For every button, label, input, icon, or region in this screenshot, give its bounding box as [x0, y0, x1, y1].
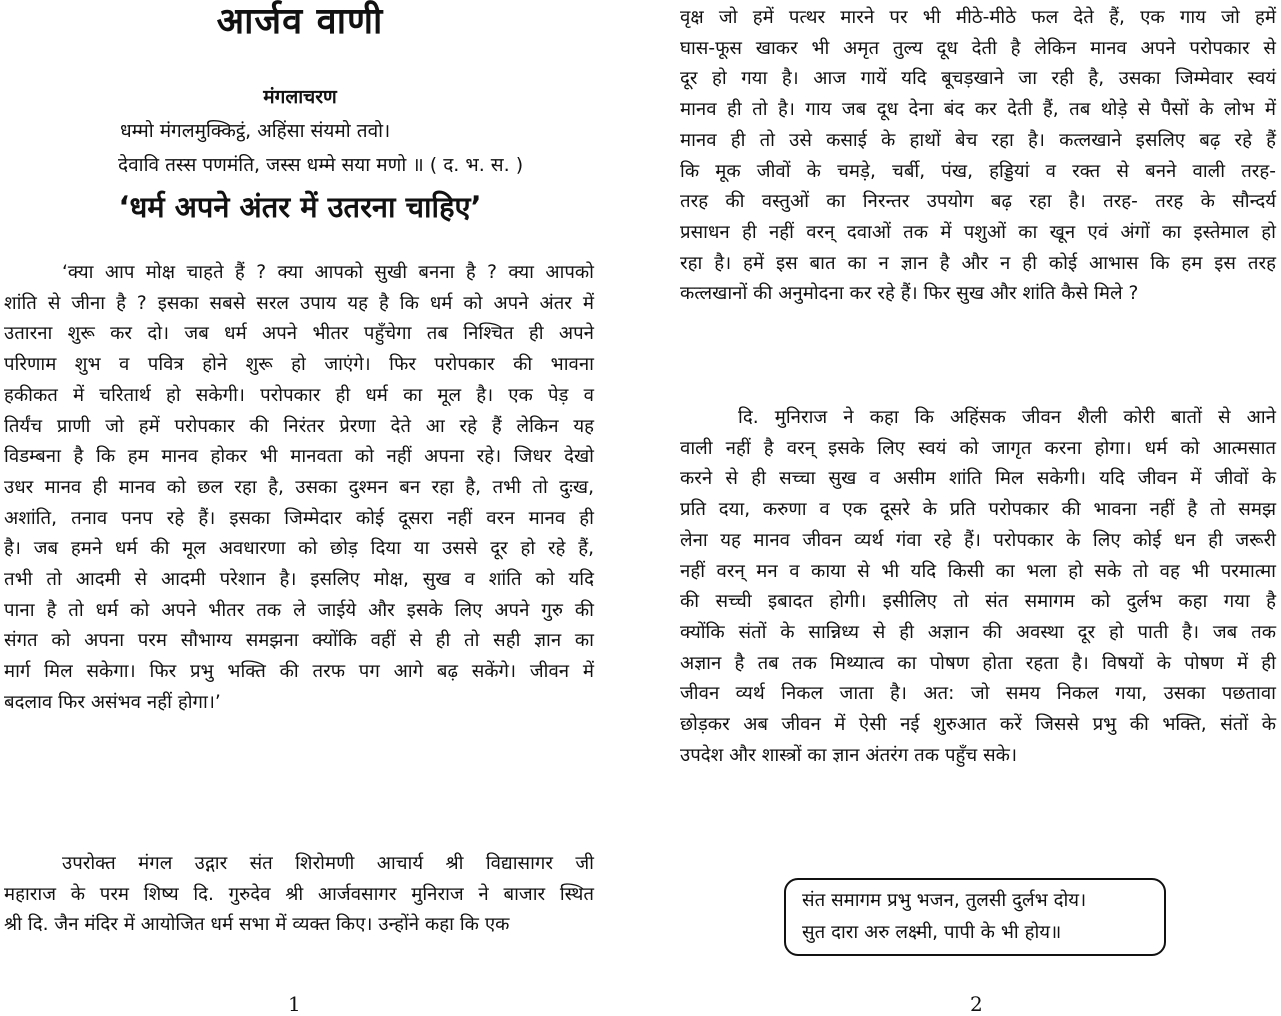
paragraph-line: पाना है तो धर्म को अपने भीतर तक ले जाईये और इसके लिए अपने गुरु की: [4, 599, 594, 621]
right-page: [672, 0, 1281, 1016]
paragraph-line: तभी तो आदमी से आदमी परेशान है। इसलिए मोक्ष, सुख व शांति को यदि: [4, 569, 594, 591]
paragraph-line: उपदेश और शास्त्रों का ज्ञान अंतरंग तक पहुँच सके।: [680, 744, 1017, 766]
paragraph-line: रहा है। हमें इस बात का न ज्ञान है और न ही कोई आभास कि हम इस तरह: [680, 252, 1276, 274]
page-number: 2: [970, 992, 983, 1016]
paragraph-line: दि. मुनिराज ने कहा कि अहिंसक जीवन शैली कोरी बातों से आने: [738, 407, 1276, 428]
paragraph: [4, 258, 594, 719]
paragraph-line: श्री दि. जैन मंदिर में आयोजित धर्म सभा में व्यक्त किए। उन्होंने कहा कि एक: [4, 914, 510, 936]
paragraph-line: मार्ग मिल सकेगा। फिर प्रभु भक्ति की तरफ पग आगे बढ़ सकेंगे। जीवन में: [4, 661, 594, 683]
paragraph-line: उपरोक्त मंगल उद्गार संत शिरोमणी आचार्य श्री विद्यासागर जी: [62, 853, 594, 874]
paragraph-line: मानव ही तो उसे कसाई के हाथों बेच रहा है। कत्लखाने इसलिए बढ़ रहे हैं: [680, 129, 1276, 151]
paragraph-line: तरह की वस्तुओं का निरन्तर उपयोग बढ़ रहा है। तरह- तरह के सौन्दर्य: [680, 191, 1276, 213]
doha-box: [784, 878, 1166, 956]
paragraph-line: नहीं वरन् मन व काया से भी यदि किसी का भला हो सके तो वह भी परमात्मा: [680, 560, 1276, 582]
paragraph-line: वृक्ष जो हमें पत्थर मारने पर भी मीठे-मीठे फल देते हैं, एक गाय जो हमें: [680, 7, 1276, 28]
paragraph-line: संगत को अपना परम सौभाग्य समझना क्योंकि वहीं से ही तो सही ज्ञान का: [4, 630, 594, 652]
paragraph-line: करने से ही सच्चा सुख व असीम शांति मिल सकेगी। यदि जीवन में जीवों के: [680, 468, 1276, 490]
page-number: 1: [288, 992, 301, 1016]
paragraph-line: कत्लखानों की अनुमोदना कर रहे हैं। फिर सुख और शांति कैसे मिले ?: [680, 283, 1139, 305]
paragraph-line: परिणाम शुभ व पवित्र होने शुरू हो जाएंगे। फिर परोपकार की भावना: [4, 354, 594, 376]
paragraph-line: हकीकत में चरितार्थ हो सकेगी। परोपकार ही धर्म का मूल है। एक पेड़ व: [4, 384, 594, 406]
paragraph-line: कि मूक जीवों के चमड़े, चर्बी, पंख, हड्डियां व रक्त से बनने वाली तरह-: [680, 160, 1276, 182]
paragraph-line: उतारना शुरू कर दो। जब धर्म अपने भीतर पहुँचेगा तब निश्चित ही अपने: [4, 323, 594, 345]
paragraph-line: लेना यह मानव जीवन व्यर्थ गंवा रहे हैं। परोपकार के लिए कोई धन ही जरूरी: [680, 529, 1276, 551]
paragraph-line: शांति से जीना है ? इसका सबसे सरल उपाय यह है कि धर्म को अपने अंतर में: [4, 292, 594, 314]
paragraph-line: प्रसाधन ही नहीं वरन् दवाओं तक में पशुओं का खून एवं अंगों का इस्तेमाल हो: [680, 221, 1276, 243]
paragraph-line: दूर हो गया है। आज गायें यदि बूचड़खाने जा रही है, उसका जिम्मेवार स्वयं: [680, 68, 1276, 90]
paragraph-line: अज्ञान है तब तक मिथ्यात्व का पोषण होता रहता है। विषयों के पोषण में ही: [680, 652, 1276, 674]
paragraph-line: मानव ही तो है। गाय जब दूध देना बंद कर देती हैं, तब थोड़े से पैसों के लोभ में: [680, 99, 1276, 121]
paragraph-line: महाराज के परम शिष्य दि. गुरुदेव श्री आर्जवसागर मुनिराज ने बाजार स्थित: [4, 883, 594, 905]
paragraph: [4, 849, 594, 941]
paragraph-line: प्रति दया, करुणा व एक दूसरे के प्रति परोपकार की भावना नहीं है तो समझ: [680, 499, 1276, 521]
paragraph-line: अशांति, तनाव पनप रहे हैं। इसका जिम्मेदार कोई दूसरा नहीं वरन मानव ही: [4, 507, 594, 529]
paragraph-line: बदलाव फिर असंभव नहीं होगा।’: [4, 691, 221, 713]
paragraph-line: की सच्ची इबादत होगी। इसीलिए तो संत समागम को दुर्लभ कहा गया है: [680, 591, 1276, 613]
doha-line: सुत दारा अरु लक्ष्मी, पापी के भी होय॥: [802, 922, 1062, 943]
paragraph-line: तिर्यंच प्राणी जो हमें परोपकार की निरंतर प्रेरणा देते आ रहे हैं लेकिन यह: [4, 415, 594, 437]
book-title: आर्जव वाणी: [216, 1, 384, 42]
doha-line: संत समागम प्रभु भजन, तुलसी दुर्लभ दोय।: [802, 890, 1087, 911]
left-page: [0, 0, 610, 1016]
paragraph-line: विडम्बना है कि हम मानव होकर भी मानवता को नहीं अपना रहे। जिधर देखो: [4, 446, 594, 468]
paragraph-line: घास-फूस खाकर भी अमृत तुल्य दूध देती है लेकिन मानव अपने परोपकार से: [680, 37, 1276, 59]
verse-line: देवावि तस्स पणमंति, जस्स धम्मे सया मणो ॥ ( द. भ. स. ): [118, 154, 524, 176]
paragraph: [680, 3, 1276, 310]
paragraph-line: क्योंकि संतों के सान्निध्य से ही अज्ञान की अवस्था दूर हो पाती है। जब तक: [680, 621, 1276, 643]
paragraph-line: है। जब हमने धर्म की मूल अवधारणा को छोड़ दिया या उससे दूर हो रहे हैं,: [4, 538, 594, 560]
article-heading: ‘धर्म अपने अंतर में उतरना चाहिए’: [118, 190, 482, 224]
paragraph: [680, 403, 1276, 771]
subheading: मंगलाचरण: [263, 86, 337, 108]
paragraph-line: वाली नहीं है वरन् इसके लिए स्वयं को जागृत करना होगा। धर्म को आत्मसात: [680, 437, 1276, 459]
paragraph-line: छोड़कर अब जीवन में ऐसी नई शुरुआत करें जिससे प्रभु की भक्ति, संतों के: [680, 714, 1276, 736]
verse-line: धम्मो मंगलमुक्किट्ठं, अहिंसा संयमो तवो।: [120, 120, 391, 142]
paragraph-line: ‘क्या आप मोक्ष चाहते हैं ? क्या आपको सुखी बनना है ? क्या आपको: [62, 262, 594, 283]
paragraph-line: उधर मानव ही मानव को छल रहा है, उसका दुश्मन बन रहा है, तभी तो दुःख,: [4, 476, 594, 498]
paragraph-line: जीवन व्यर्थ निकल जाता है। अत: जो समय निकल गया, उसका पछतावा: [680, 683, 1276, 705]
